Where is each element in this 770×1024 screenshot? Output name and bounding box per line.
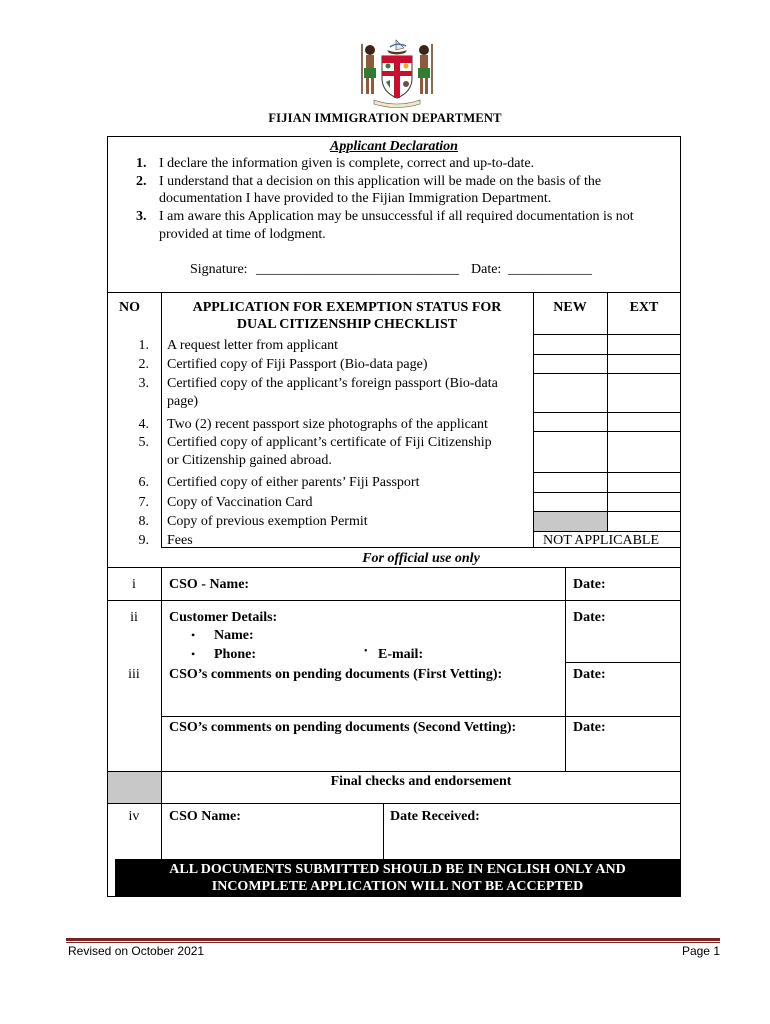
- checklist-num-4: 4.: [138, 417, 149, 432]
- checklist-num-6: 6.: [138, 475, 149, 490]
- checklist-item-8: Copy of previous exemption Permit: [167, 514, 368, 529]
- divider: [107, 600, 681, 601]
- declaration-text-2b: documentation I have provided to the Fijian Immigration Department.: [159, 191, 552, 206]
- fiji-coat-of-arms-logo: [354, 38, 440, 110]
- revised-note: Revised on October 2021: [68, 944, 205, 958]
- declaration-text-3b: provided at time of lodgment.: [159, 227, 326, 242]
- cso-date-label: Date:: [573, 577, 606, 592]
- divider: [533, 334, 681, 335]
- grey-cell: [534, 512, 607, 531]
- divider: [161, 547, 681, 548]
- divider: [533, 292, 534, 547]
- second-vetting-date-label: Date:: [573, 720, 606, 735]
- checklist-item-2: Certified copy of Fiji Passport (Bio-data page): [167, 357, 428, 372]
- signature-label: Signature:: [190, 262, 248, 277]
- signature-field[interactable]: _____________________________: [256, 262, 459, 277]
- declaration-title: Applicant Declaration: [330, 139, 458, 154]
- department-title: FIJIAN IMMIGRATION DEPARTMENT: [268, 111, 502, 125]
- checklist-item-6: Certified copy of either parents’ Fiji Passport: [167, 475, 420, 490]
- checklist-item-9: Fees: [167, 533, 193, 548]
- divider: [107, 292, 681, 293]
- divider: [107, 803, 681, 804]
- checklist-item-1: A request letter from applicant: [167, 338, 339, 353]
- declaration-num-1: 1.: [136, 156, 147, 171]
- checklist-num-8: 8.: [138, 514, 149, 529]
- checklist-item-7: Copy of Vaccination Card: [167, 495, 313, 510]
- checklist-item-3b: page): [167, 394, 199, 409]
- official-use-header: For official use only: [362, 551, 480, 566]
- page-number: Page 1: [681, 944, 720, 958]
- bullet-icon: •: [191, 628, 196, 642]
- final-checks-header: Final checks and endorsement: [330, 774, 512, 789]
- checklist-num-5: 5.: [138, 435, 149, 450]
- divider: [161, 567, 162, 860]
- divider: [533, 354, 681, 355]
- declaration-text-2a: I understand that a decision on this application will be made on the basis of the: [159, 174, 602, 189]
- notice-line1: ALL DOCUMENTS SUBMITTED SHOULD BE IN ENGLISH ONLY AND: [169, 862, 626, 877]
- divider: [383, 803, 384, 860]
- cso-name-label: CSO - Name:: [169, 577, 250, 592]
- customer-name-label: Name:: [214, 628, 254, 643]
- row-iii-num: iii: [128, 667, 140, 682]
- bullet-icon: •: [364, 646, 368, 657]
- declaration-date-label: Date:: [471, 262, 502, 277]
- divider: [533, 373, 681, 374]
- customer-phone-label: Phone:: [214, 647, 256, 662]
- col-ext-header: EXT: [629, 300, 659, 315]
- checklist-num-1: 1.: [138, 338, 149, 353]
- first-vetting-date-label: Date:: [573, 667, 606, 682]
- divider: [533, 412, 681, 413]
- row-i-num: i: [132, 577, 136, 592]
- divider: [161, 716, 681, 717]
- checklist-title-line2: DUAL CITIZENSHIP CHECKLIST: [236, 317, 458, 332]
- divider: [533, 431, 681, 432]
- customer-date-label: Date:: [573, 610, 606, 625]
- divider: [533, 472, 681, 473]
- declaration-num-3: 3.: [136, 209, 147, 224]
- grey-cell: [108, 772, 161, 803]
- checklist-num-3: 3.: [138, 376, 149, 391]
- notice-line2: INCOMPLETE APPLICATION WILL NOT BE ACCEPTED: [211, 879, 584, 894]
- notice-banner: [115, 859, 680, 896]
- divider: [107, 771, 681, 772]
- not-applicable-label: NOT APPLICABLE: [543, 533, 660, 548]
- row-ii-num: ii: [130, 610, 138, 625]
- checklist-num-7: 7.: [138, 495, 149, 510]
- divider: [565, 662, 681, 663]
- divider: [533, 492, 681, 493]
- checklist-title-line1: APPLICATION FOR EXEMPTION STATUS FOR: [192, 300, 502, 315]
- declaration-text-1: I declare the information given is complete, correct and up-to-date.: [159, 156, 535, 171]
- col-no-header: NO: [119, 300, 140, 315]
- footer-rule-thin: [66, 942, 720, 943]
- second-vetting-label: CSO’s comments on pending documents (Second Vetting):: [169, 720, 517, 735]
- checklist-item-4: Two (2) recent passport size photographs of the applicant: [167, 417, 488, 432]
- first-vetting-label: CSO’s comments on pending documents (First Vetting):: [169, 667, 503, 682]
- footer-rule: [66, 938, 720, 941]
- divider: [107, 567, 681, 568]
- declaration-text-3a: I am aware this Application may be unsuccessful if all required documentation is not: [159, 209, 634, 224]
- row-iv-num: iv: [128, 809, 140, 824]
- checklist-num-2: 2.: [138, 357, 149, 372]
- divider: [565, 567, 566, 772]
- date-received-label: Date Received:: [390, 809, 480, 824]
- customer-details-label: Customer Details:: [169, 610, 278, 625]
- checklist-item-5a: Certified copy of applicant’s certificate of Fiji Citizenship: [167, 435, 492, 450]
- declaration-date-field[interactable]: ____________: [508, 262, 592, 277]
- bullet-icon: •: [191, 647, 196, 661]
- checklist-item-3a: Certified copy of the applicant’s foreign passport (Bio-data: [167, 376, 498, 391]
- col-new-header: NEW: [553, 300, 587, 315]
- final-cso-name-label: CSO Name:: [169, 809, 241, 824]
- declaration-num-2: 2.: [136, 174, 147, 189]
- checklist-item-5b: or Citizenship gained abroad.: [167, 453, 332, 468]
- checklist-num-9: 9.: [138, 533, 149, 548]
- customer-email-label: E-mail:: [378, 647, 424, 662]
